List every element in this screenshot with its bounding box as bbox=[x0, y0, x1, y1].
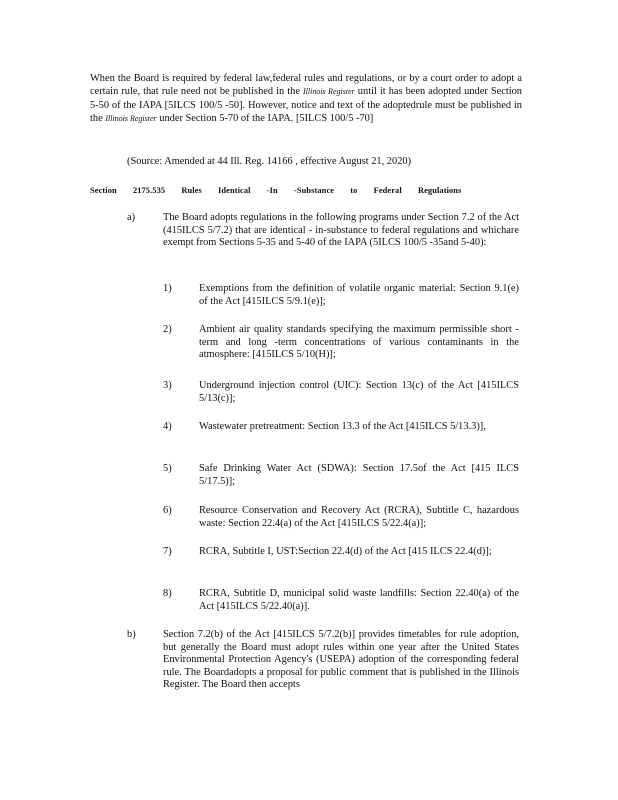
list-item-number: 1) bbox=[163, 283, 172, 294]
list-item-number: 6) bbox=[163, 505, 172, 516]
list-item-number: 3) bbox=[163, 380, 172, 391]
list-item-number: 2) bbox=[163, 324, 172, 335]
list-item-number: 5) bbox=[163, 463, 172, 474]
intro-text-1: When the Board is required by federal law,federal rules and regulations, or by a court order to adopt a certain rule, that rule need not be published in the bbox=[90, 73, 522, 98]
list-item-number: 7) bbox=[163, 546, 172, 557]
section-heading: Section 2175.535 Rules Identical -In -Substance to Federal Regulations bbox=[90, 186, 462, 195]
list-item-number: 4) bbox=[163, 421, 172, 432]
list-item-text: Underground injection control (UIC): Section 13(c) of the Act [415ILCS 5/13(c)]; bbox=[199, 380, 519, 404]
intro-text-2: until it has been adopted under Section 5-50 of the IAPA [5ILCS 100/5 -50]. However, notice and text of the adoptedrule must be published in the bbox=[90, 86, 523, 125]
paragraph-b-text: Section 7.2(b) of the Act [415ILCS 5/7.2(b)] provides timetables for rule adoption, but generally the Board must adopt rules within one year after the United States Environmental Protection Agency's (USEPA) adoption of the corresponding federal rule. The Boardadopts a proposal for public comment that is published in the Illinois Register. The Board then accepts bbox=[163, 629, 519, 691]
illinois-register-ref-2: Illinois Register bbox=[105, 114, 157, 124]
list-item-text: Ambient air quality standards specifying the maximum permissible short -term and long -term concentrations of various contaminants in the atmosphere: [415ILCS 5/10(H)]; bbox=[199, 324, 519, 361]
paragraph-a-text: The Board adopts regulations in the following programs under Section 7.2 of the Act (415ILCS 5/7.2) that are identical - in-substance to federal regulations and whichare exempt from Sections 5-35 and 5-40 of the IAPA (5ILCS 100/5 -35and 5-40): bbox=[163, 212, 519, 249]
source-note: (Source: Amended at 44 Ill. Reg. 14166 , effective August 21, 2020) bbox=[127, 156, 412, 167]
paragraph-a-label: a) bbox=[127, 212, 136, 223]
intro-paragraph bbox=[90, 72, 522, 126]
list-item-text: Resource Conservation and Recovery Act (RCRA), Subtitle C, hazardous waste: Section 22.4(a) of the Act [415ILCS 5/22.4(a)]; bbox=[199, 505, 519, 529]
list-item-text: Safe Drinking Water Act (SDWA): Section 17.5of the Act [415 ILCS 5/17.5)]; bbox=[199, 463, 519, 487]
list-item-number: 8) bbox=[163, 588, 172, 599]
list-item-text: Wastewater pretreatment: Section 13.3 of the Act [415ILCS 5/13.3)], bbox=[199, 421, 486, 432]
list-item-text: RCRA, Subtitle I, UST:Section 22.4(d) of the Act [415 ILCS 22.4(d)]; bbox=[199, 546, 492, 557]
list-item-text: Exemptions from the definition of volatile organic material: Section 9.1(e) of the Act [415ILCS 5/9.1(e)]; bbox=[199, 283, 519, 307]
intro-text-3: under Section 5-70 of the IAPA. [5ILCS 100/5 -70] bbox=[159, 113, 374, 125]
illinois-register-ref-1: Illinois Register bbox=[302, 87, 355, 97]
paragraph-b-label: b) bbox=[127, 629, 136, 640]
list-item-text: RCRA, Subtitle D, municipal solid waste landfills: Section 22.40(a) of the Act [415ILCS 5/22.40(a)]. bbox=[199, 588, 519, 612]
